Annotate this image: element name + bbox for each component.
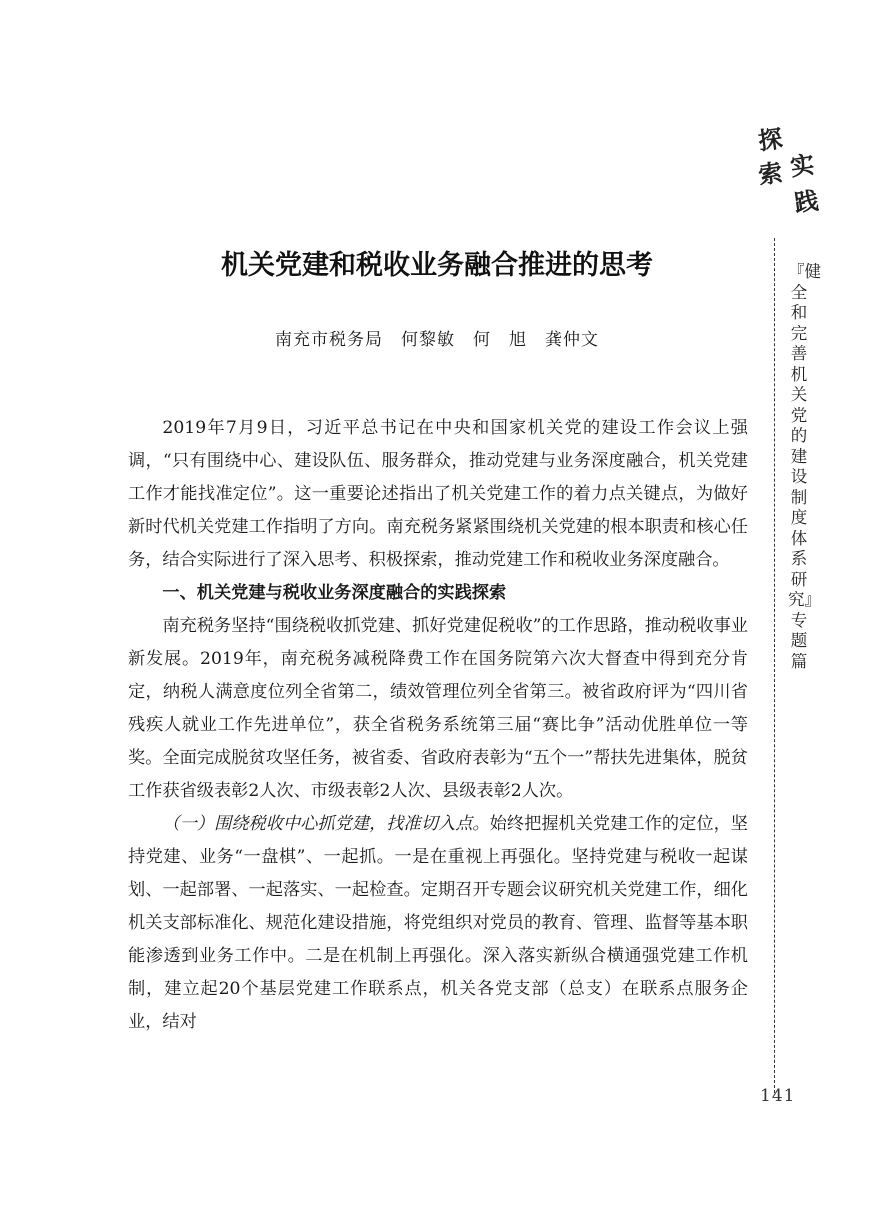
section-heading: 一、机关党建与税收业务深度融合的实践探索 [162, 583, 507, 603]
logo-char: 实 [788, 149, 817, 182]
paragraph: 南充税务坚持“围绕税收抓党建、抓好党建促税收”的工作思路，推动税收事业新发展。2019年，南充税务减税降费工作在国务院第六次大督查中得到充分肯定，纳税人满意度位列全省第二，绩效管理位列全省第三。被省政府评为“四川省残疾人就业工作先进单位”，获全省税务系统第三届“赛比争”活动优胜单位一等奖。全面完成脱贫攻坚任务，被省委、省政府表彰为“五个一”帮扶先进集体，脱贫工作获省级表彰2人次、市级表彰2人次、县级表彰2人次。 [128, 616, 748, 801]
paragraph [128, 808, 748, 1039]
paragraph-text: 始终把握机关党建工作的定位，坚持党建、业务“一盘棋”、一起抓。一是在重视上再强化。坚持党建与税收一起谋划、一起部署、一起落实、一起检查。定期召开专题会议研究机关党建工作，细化机关支部标准化、规范化建设措施，将党组织对党员的教育、管理、监督等基本职能渗透到业务工作中。二是在机制上再强化。深入落实新纵合横通强党建工作机制，建立起20个基层党建工作联系点，机关各党支部（总支）在联系点服务企业，结对 [128, 814, 748, 1032]
subsection-heading: （一）围绕税收中心抓党建，找准切入点。 [162, 814, 490, 834]
logo-char: 探 [756, 123, 785, 156]
article-body [128, 412, 748, 1039]
logo-char: 索 [756, 157, 785, 190]
page-number: 141 [760, 1086, 796, 1106]
side-divider [774, 238, 775, 1093]
logo-char: 践 [792, 185, 821, 218]
column-title: 『健全和完善机关党的建设制度体系研究』专题篇 [788, 262, 821, 671]
paragraph: 2019年7月9日，习近平总书记在中央和国家机关党的建设工作会议上强调，“只有围绕中心、建设队伍、服务群众，推动党建与业务深度融合，机关党建工作才能找准定位”。这一重要论述指出了机关党建工作的着力点关键点，为做好新时代机关党建工作指明了方向。南充税务紧紧围绕机关党建的根本职责和核心任务，结合实际进行了深入思考、积极探索，推动党建工作和税收业务深度融合。 [128, 418, 748, 570]
article-title: 机关党建和税收业务融合推进的思考 [221, 250, 653, 281]
author-line: 南充市税务局 何黎敏 何 旭 龚仲文 [275, 330, 599, 350]
column-logo [756, 120, 826, 230]
